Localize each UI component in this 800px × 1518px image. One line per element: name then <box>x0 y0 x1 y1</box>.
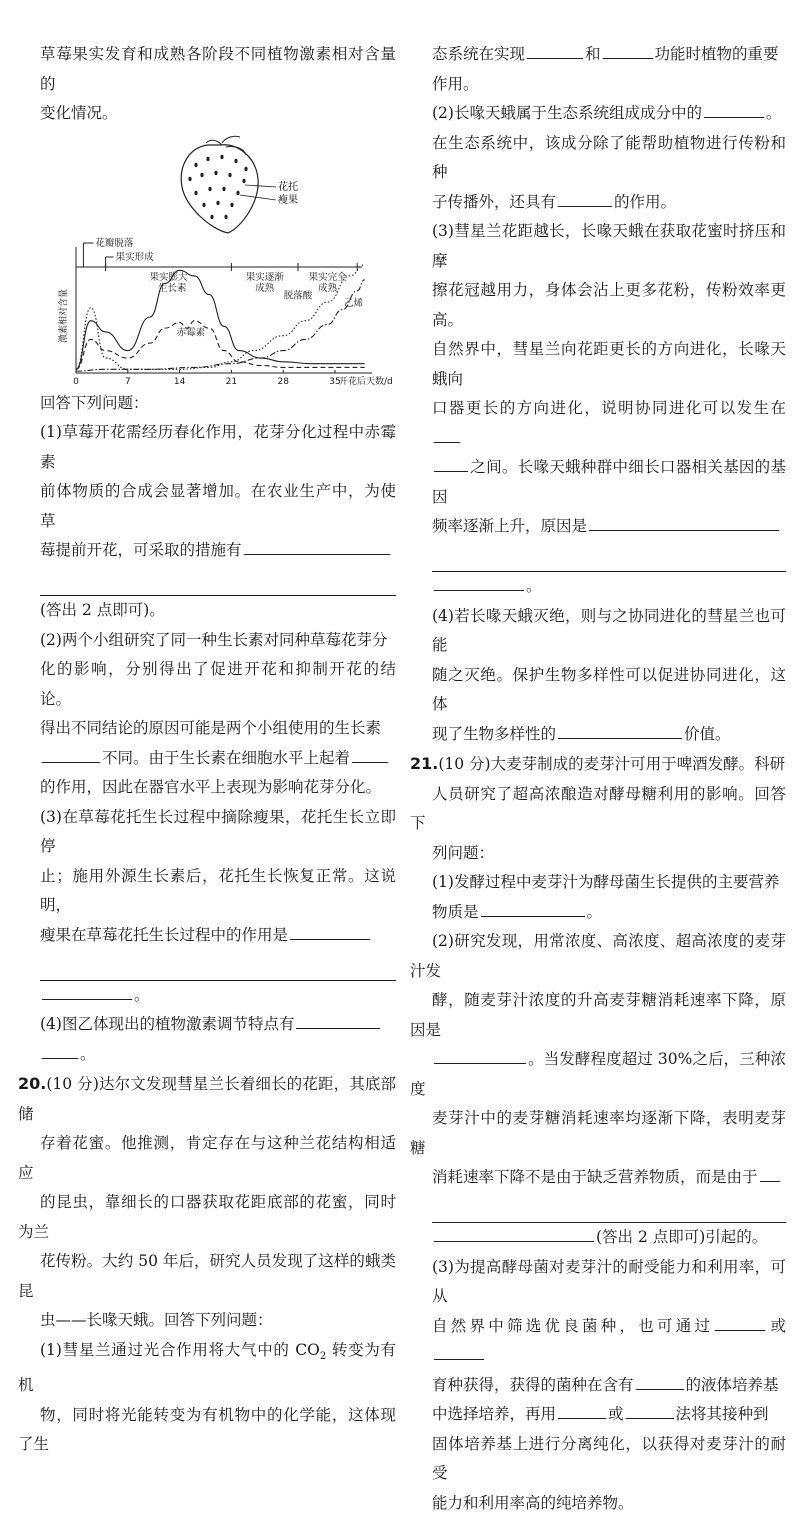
answer-blank[interactable] <box>42 998 132 1000</box>
answer-blank[interactable] <box>434 1358 484 1360</box>
q21-line-2: 人员研究了超高浓酿造对酵母糖利用的影响。回答下 <box>410 785 786 833</box>
stage-label-4-a: 果实完全 <box>309 271 348 283</box>
seed-dot <box>202 202 205 206</box>
q21-sub1-line-2: 物质是 <box>432 903 479 921</box>
q4 <box>40 1010 396 1069</box>
answer-blank[interactable] <box>715 1329 765 1331</box>
q20c-sub4-line-3a: 现了生物多样性的 <box>432 725 556 743</box>
stage-label-petal-fall: 花瓣脱落 <box>95 237 134 249</box>
q21-sub3 <box>432 1253 786 1518</box>
x-tick-label: 21 <box>226 377 237 385</box>
answer-blank[interactable] <box>527 57 583 59</box>
q20c-sub3-line-3: 自然界中，彗星兰向花距更长的方向进化，长喙天蛾向 <box>432 340 786 388</box>
series-label-3: 乙烯 <box>344 296 364 308</box>
q2-line-5: 的作用，因此在器官水平上表现为影响花芽分化。 <box>40 778 381 796</box>
figure <box>40 135 396 385</box>
q20c-line-2: 作用。 <box>432 75 479 93</box>
seed-dot <box>188 176 191 180</box>
seed-dot <box>230 202 233 206</box>
left-column <box>40 40 396 1460</box>
q20c-sub3-line-4: 口器更长的方向进化，说明协同进化可以发生在 <box>432 399 786 417</box>
x-tick-label: 35 <box>329 377 340 385</box>
q20c-sub2-line-2: 在生态系统中，该成分除了能帮助植物进行传粉和种 <box>432 134 786 182</box>
q3-end <box>40 981 396 1011</box>
q20c-line-1a: 态系统在实现 <box>432 45 525 63</box>
q21-sub3-line-3b: 的液体培养基 <box>686 1376 779 1394</box>
x-axis-label: 开花后天数/d <box>339 375 393 385</box>
q21-sub3-line-1: (3)为提高酵母菌对麦芽汁的耐受能力和利用率，可从 <box>432 1258 786 1306</box>
q20c-line-1c: 功能时植物的重要 <box>655 45 779 63</box>
q21-sub2-line-4: 麦芽汁中的麦芽糖消耗速率均逐渐下降，表明麦芽糖 <box>410 1109 786 1157</box>
answer-blank[interactable] <box>760 1180 780 1182</box>
question-number: 21. <box>410 754 438 773</box>
answer-blank[interactable] <box>481 915 585 917</box>
q20-line-5: 虫——长喙天蛾。回答下列问题： <box>18 1311 273 1329</box>
question-21 <box>410 749 786 1193</box>
q21-line-3: 列问题： <box>410 844 494 862</box>
receptacle-label: 花托 <box>278 180 298 193</box>
seed-dot <box>234 158 237 162</box>
hormone-figure <box>40 135 396 385</box>
q1-line-1: (1)草莓开花需经历春化作用，花芽分化过程中赤霉素 <box>40 423 396 471</box>
q4-line-1: (4)图乙体现出的植物激素调节特点有 <box>40 1015 294 1033</box>
q20c-sub2-line-3b: 的作用。 <box>614 193 676 211</box>
q3-end-mark: 。 <box>134 986 150 1004</box>
answer-blank[interactable] <box>626 1417 674 1419</box>
q20-line-2: 存着花蜜。他推测，肯定存在与这种兰花结构相适应 <box>18 1134 396 1182</box>
q2-line-4: 不同。由于生长素在细胞水平上起着 <box>102 749 350 767</box>
stage-label-3-b: 成熟 <box>255 282 275 294</box>
series-label-2: 脱落酸 <box>284 289 313 301</box>
x-tick-label: 28 <box>277 377 289 385</box>
seed-dot <box>224 214 227 218</box>
question-number: 20. <box>18 1074 46 1093</box>
q3 <box>40 803 396 951</box>
answer-blank[interactable] <box>603 57 653 59</box>
q20-sub1-line-1b: 转变为有机 <box>18 1341 396 1395</box>
q21-sub3-line-5: 固体培养基上进行分离纯化，以获得对麦芽汁的耐受 <box>432 1435 786 1483</box>
q21-sub2-line-6: (答出 2 点即可)引起的。 <box>596 1228 767 1246</box>
q1-note: (答出 2 点即可)。 <box>40 596 396 626</box>
answer-blank[interactable] <box>636 1388 684 1390</box>
answer-blank[interactable] <box>558 737 682 739</box>
q1-line-3: 莓提前开花，可采取的措施有 <box>40 541 242 559</box>
seed-dot <box>242 178 245 182</box>
seed-dot <box>194 190 197 194</box>
q3-line-2: 止；施用外源生长素后，花托生长恢复正常。这说明， <box>40 867 396 915</box>
q21-sub3-line-2b: 或 <box>767 1317 786 1335</box>
q20c-sub3-end <box>432 572 786 602</box>
q3-line-3: 瘦果在草莓花托生长过程中的作用是 <box>40 926 288 944</box>
seed-dot <box>222 186 225 190</box>
answer-blank[interactable] <box>434 441 460 443</box>
x-tick-label: 14 <box>174 377 186 385</box>
series-label-1: 赤霉素 <box>176 326 205 338</box>
q2-line-3: 得出不同结论的原因可能是两个小组使用的生长素 <box>40 719 381 737</box>
answer-blank[interactable] <box>42 1057 78 1059</box>
series-label-0: 生长素 <box>158 281 187 293</box>
answer-blank[interactable] <box>434 589 524 591</box>
q2 <box>40 626 396 803</box>
intro-line-1: 草莓果实发育和成熟各阶段不同植物激素相对含量的 <box>40 45 396 93</box>
hormone-chart <box>57 237 393 385</box>
q2-line-2: 化的影响，分别得出了促进开花和抑制开花的结论。 <box>40 660 396 708</box>
q21-sub3-line-6: 能力和利用率高的纯培养物。 <box>432 1494 634 1512</box>
q21-sub1-line-1: (1)发酵过程中麦芽汁为酵母菌生长提供的主要营养 <box>410 873 779 891</box>
q2-line-1: (2)两个小组研究了同一种生长素对同种草莓花芽分 <box>40 631 387 649</box>
answer-blank[interactable] <box>42 761 100 763</box>
seed-dot <box>210 214 213 218</box>
q1 <box>40 418 396 566</box>
answer-line[interactable] <box>40 566 396 597</box>
seed-dot <box>244 166 247 170</box>
q3-line-1: (3)在草莓花托生长过程中摘除瘦果，花托生长立即停 <box>40 808 396 856</box>
q20c-sub2-line-3a: 子传播外，还具有 <box>432 193 556 211</box>
stage-label-3-a: 果实逐渐 <box>246 271 285 283</box>
x-tick-label: 0 <box>73 377 79 385</box>
q20c-sub4-line-3b: 价值。 <box>684 725 731 743</box>
q20c-sub3-line-5: 之间。长喙天蛾种群中细长口器相关基因的基因 <box>432 458 786 506</box>
q20-sub1-line-2: 物，同时将光能转变为有机物中的化学能，这体现了生 <box>18 1406 396 1454</box>
answer-blank[interactable] <box>558 1417 606 1419</box>
q21-sub3-line-4c: 法将其接种到 <box>676 1405 769 1423</box>
answer-line[interactable] <box>432 1193 786 1224</box>
stage-label-4-b: 成熟 <box>318 282 338 294</box>
strawberry-illustration <box>181 136 298 233</box>
q21-sub3-line-4b: 或 <box>608 1405 624 1423</box>
q21-sub2-line-5: 消耗速率下降不是由于缺乏营养物质，而是由于 <box>432 1168 758 1186</box>
answer-blank[interactable] <box>589 529 779 531</box>
seed-dot <box>214 170 217 174</box>
answer-blank[interactable] <box>352 761 388 763</box>
q21-sub2-line-6-wrap <box>432 1223 786 1253</box>
q20c-sub4 <box>432 602 786 750</box>
seed-dot <box>220 154 223 158</box>
q21-sub2-line-3: 。当发酵程度超过 30%之后，三种浓度 <box>410 1050 786 1098</box>
q20-continued <box>432 40 786 542</box>
q21-sub2-line-2: 酵，随麦芽汁浓度的升高麦芽糖消耗速率下降，原因是 <box>410 991 786 1039</box>
answer-intro: 回答下列问题： <box>40 389 396 419</box>
right-column <box>432 40 786 1518</box>
q21-sub3-line-2a: 自然界中筛选优良菌种，也可通过 <box>432 1317 713 1335</box>
answer-line[interactable] <box>40 950 396 981</box>
q21-sub3-line-4a: 中选择培养，再用 <box>432 1405 556 1423</box>
question-20 <box>18 1069 396 1460</box>
q20c-sub3-line-1: (3)彗星兰花距越长，长喙天蛾在获取花蜜时挤压和摩 <box>432 222 786 270</box>
q20c-sub3-line-6: 频率逐渐上升，原因是 <box>432 517 587 535</box>
x-tick-label: 7 <box>125 377 131 385</box>
answer-blank[interactable] <box>434 470 468 472</box>
intro-line-2: 变化情况。 <box>40 104 118 122</box>
co2-subscript: 2 <box>320 1351 326 1362</box>
q20c-sub2-line-1: (2)长喙天蛾属于生态系统组成成分中的 <box>432 104 702 122</box>
q1-line-2: 前体物质的合成会显著增加。在农业生产中，为使草 <box>40 482 396 530</box>
q21-line-1: (10 分)大麦芽制成的麦芽汁可用于啤酒发酵。科研 <box>438 755 785 773</box>
q20-line-1: (10 分)达尔文发现彗星兰长着细长的花距，其底部储 <box>18 1075 396 1123</box>
answer-blank[interactable] <box>244 553 390 555</box>
seed-dot <box>206 156 209 160</box>
answer-line[interactable] <box>432 542 786 573</box>
answer-blank[interactable] <box>558 205 612 207</box>
q20c-sub3-end-mark: 。 <box>526 577 542 595</box>
answer-blank[interactable] <box>434 1240 594 1242</box>
answer-blank[interactable] <box>704 116 764 118</box>
seed-dot <box>208 186 211 190</box>
q20c-sub4-line-1: (4)若长喙天蛾灭绝，则与之协同进化的彗星兰也可能 <box>432 607 786 655</box>
q20-line-3: 的昆虫，靠细长的口器获取花距底部的花蜜，同时为兰 <box>18 1193 396 1241</box>
seed-dot <box>236 190 239 194</box>
q21-sub1-end: 。 <box>587 903 603 921</box>
q20c-line-1b: 和 <box>585 45 601 63</box>
stage-label-2: 果实膨大 <box>149 271 188 283</box>
q20c-sub2-end: 。 <box>766 104 782 122</box>
q20-line-4: 花传粉。大约 50 年后，研究人员发现了这样的蛾类昆 <box>18 1252 396 1300</box>
q21-sub3-line-3a: 育种获得，获得的菌种在含有 <box>432 1376 634 1394</box>
q21-sub2-line-1: (2)研究发现，用常浓度、高浓度、超高浓度的麦芽汁发 <box>410 932 786 980</box>
seed-dot <box>194 162 197 166</box>
q20c-sub3-line-2: 擦花冠越用力，身体会沾上更多花粉，传粉效率更高。 <box>432 281 786 329</box>
answer-blank[interactable] <box>290 938 370 940</box>
seed-dot <box>200 172 203 176</box>
answer-blank[interactable] <box>296 1027 380 1029</box>
seed-dot <box>228 172 231 176</box>
y-axis-label: 激素相对含量 <box>57 288 69 342</box>
q20c-sub4-line-2: 随之灭绝。保护生物多样性可以促进协同进化，这体 <box>432 666 786 714</box>
q20-sub1-line-1a: (1)彗星兰通过光合作用将大气中的 CO <box>40 1341 320 1359</box>
stage-label-fruit-set: 果实形成 <box>116 251 155 263</box>
q4-end-mark: 。 <box>80 1045 96 1063</box>
answer-blank[interactable] <box>434 1062 526 1064</box>
intro-text <box>40 40 396 129</box>
achene-label: 瘦果 <box>278 193 298 206</box>
seed-dot <box>216 200 219 204</box>
